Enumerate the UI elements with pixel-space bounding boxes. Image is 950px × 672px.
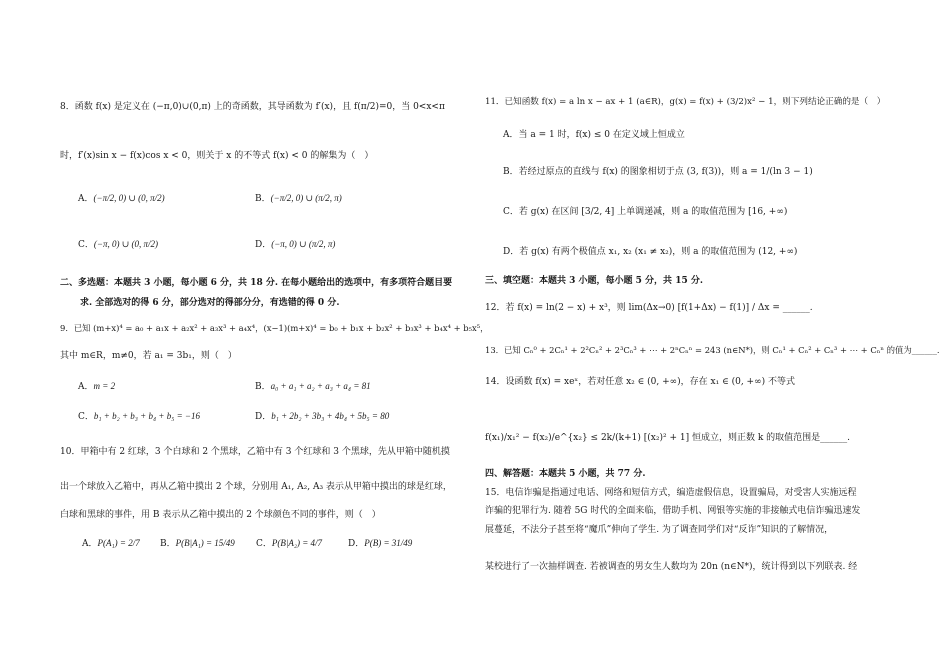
option-label: A． <box>78 382 94 392</box>
option-label: B． <box>160 539 176 549</box>
option-text: P(B|A₂) = 4/7 <box>271 538 323 548</box>
q10-option-a <box>82 537 140 550</box>
q8-option-b <box>255 192 342 205</box>
option-text: P(A₁) = 2/7 <box>97 538 140 548</box>
option-label: C． <box>503 207 519 217</box>
section3-heading: 三、填空题：本题共 3 小题，每小题 5 分，共 15 分. <box>485 276 703 286</box>
q8-option-a <box>78 192 165 205</box>
q10-stem-line2: 出一个球放入乙箱中，再从乙箱中摸出 2 个球，分别用 A₁, A₂, A₃ 表示从甲箱中摸出的球是红球， <box>60 482 452 492</box>
option-label: A． <box>82 539 98 549</box>
q9-stem-line2: 其中 m∈R，m≠0，若 a₁ = 3b₁，则（ ） <box>60 351 237 361</box>
q8-stem-line1: 8．函数 f(x) 是定义在 (−π,0)∪(0,π) 上的奇函数，其导函数为 f′(x)，且 f(π/2)=0，当 0<x<π <box>60 102 445 112</box>
option-text: P(B) = 31/49 <box>364 538 413 548</box>
option-text: (−π, 0) ∪ (0, π/2) <box>93 239 159 249</box>
section2-heading-line1: 二、多选题：本题共 3 小题，每小题 6 分，共 18 分. 在每小题给出的选项中，有多项符合题目要 <box>60 278 453 288</box>
q14-stem-line1: 14．设函数 f(x) = xeˣ，若对任意 x₂ ∈ (0, +∞)，存在 x₁ ∈ (0, +∞) 不等式 <box>485 377 795 387</box>
q9-option-b <box>255 380 371 393</box>
option-text: 当 a = 1 时，f(x) ≤ 0 在定义域上恒成立 <box>518 130 685 140</box>
option-label: B． <box>503 167 519 177</box>
option-text: 若经过原点的直线与 f(x) 的图象相切于点 (3, f(3))，则 a = 1/(ln 3 − 1) <box>518 167 813 177</box>
q12-stem: 12．若 f(x) = ln(2 − x) + x³，则 lim(Δx→0) [f(1+Δx) − f(1)] / Δx = ______. <box>485 303 813 313</box>
q10-option-b <box>160 537 235 550</box>
q10-option-c <box>256 537 322 550</box>
section4-heading: 四、解答题：本题共 5 小题，共 77 分. <box>485 469 646 479</box>
option-label: D． <box>255 240 272 250</box>
q10-stem-line1: 10．甲箱中有 2 红球，3 个白球和 2 个黑球，乙箱中有 3 个红球和 3 个黑球，先从甲箱中随机摸 <box>60 447 450 457</box>
q15-stem-line1: 15．电信诈骗是指通过电话、网络和短信方式，编造虚假信息，设置骗局，对受害人实施远程 <box>485 488 857 498</box>
q9-option-c <box>78 410 200 423</box>
option-text: a₀ + a₁ + a₂ + a₃ + a₄ = 81 <box>270 381 371 391</box>
option-text: 若 g(x) 在区间 [3/2, 4] 上单调递减，则 a 的取值范围为 [16, +∞) <box>518 207 788 217</box>
option-label: D． <box>503 247 520 257</box>
q10-option-d <box>348 537 412 550</box>
option-label: D． <box>348 539 365 549</box>
option-label: B． <box>255 194 271 204</box>
option-label: C． <box>78 412 94 422</box>
q15-stem-line3: 展蔓延，不法分子甚至将“魔爪”伸向了学生. 为了调查同学们对“反诈”知识的了解情况， <box>485 525 834 535</box>
section2-heading-line2: 求. 全部选对的得 6 分，部分选对的得部分分，有选错的得 0 分. <box>80 298 340 308</box>
q9-option-d <box>255 410 389 423</box>
option-text: b₁ + b₂ + b₃ + b₄ + b₅ = −16 <box>93 411 200 421</box>
q11-option-a <box>503 129 685 141</box>
option-label: A． <box>503 130 519 140</box>
q13-stem: 13．已知 Cₙ⁰ + 2Cₙ¹ + 2²Cₙ² + 2³Cₙ³ + ⋯ + 2ⁿCₙⁿ = 243 (n∈N*)，则 Cₙ¹ + Cₙ² + Cₙ³ + ⋯ + Cₙⁿ 的值为______. <box>485 345 940 355</box>
option-label: A． <box>78 194 94 204</box>
q11-option-b <box>503 166 813 178</box>
q15-stem-line2: 诈骗的犯罪行为. 随着 5G 时代的全面来临，借助手机、网银等实施的非接触式电信诈骗迅速发 <box>485 506 861 516</box>
q11-stem: 11．已知函数 f(x) = a ln x − ax + 1 (a∈R)，g(x) = f(x) + (3/2)x² − 1，则下列结论正确的是（ ） <box>485 97 886 107</box>
option-text: 若 g(x) 有两个极值点 x₁, x₂ (x₁ ≠ x₂)，则 a 的取值范围为 (12, +∞) <box>519 247 798 257</box>
option-label: C． <box>256 539 272 549</box>
option-text: (−π/2, 0) ∪ (0, π/2) <box>93 193 165 203</box>
q10-stem-line3: 白球和黑球的事件，用 B 表示从乙箱中摸出的 2 个球颜色不同的事件，则（ ） <box>60 510 381 520</box>
q11-option-c <box>503 206 787 218</box>
option-text: (−π, 0) ∪ (π/2, π) <box>271 239 336 249</box>
q15-stem-line4: 某校进行了一次抽样调查. 若被调查的男女生人数均为 20n (n∈N*)，统计得到以下列联表. 经 <box>485 562 858 572</box>
option-text: m = 2 <box>93 381 116 391</box>
option-text: b₁ + 2b₂ + 3b₃ + 4b₄ + 5b₅ = 80 <box>271 411 390 421</box>
q8-option-c <box>78 238 158 251</box>
option-label: C． <box>78 240 94 250</box>
q11-option-d <box>503 246 797 258</box>
q8-option-d <box>255 238 335 251</box>
q14-stem-line2: f(x₁)/x₁² − f(x₂)/e^{x₂} ≤ 2k/(k+1) [(x₂)² + 1] 恒成立，则正数 k 的取值范围是______. <box>485 433 850 443</box>
q8-stem-line2: 时，f′(x)sin x − f(x)cos x < 0，则关于 x 的不等式 f(x) < 0 的解集为（ ） <box>60 151 374 161</box>
option-label: B． <box>255 382 271 392</box>
option-label: D． <box>255 412 272 422</box>
option-text: (−π/2, 0) ∪ (π/2, π) <box>270 193 342 203</box>
option-text: P(B|A₁) = 15/49 <box>175 538 235 548</box>
q9-option-a <box>78 380 115 393</box>
q9-stem-line1: 9．已知 (m+x)⁴ = a₀ + a₁x + a₂x² + a₃x³ + a₄x⁴，(x−1)(m+x)⁴ = b₀ + b₁x + b₂x² + b₃x³ + b₄x⁴ + b₅x⁵， <box>60 323 489 333</box>
